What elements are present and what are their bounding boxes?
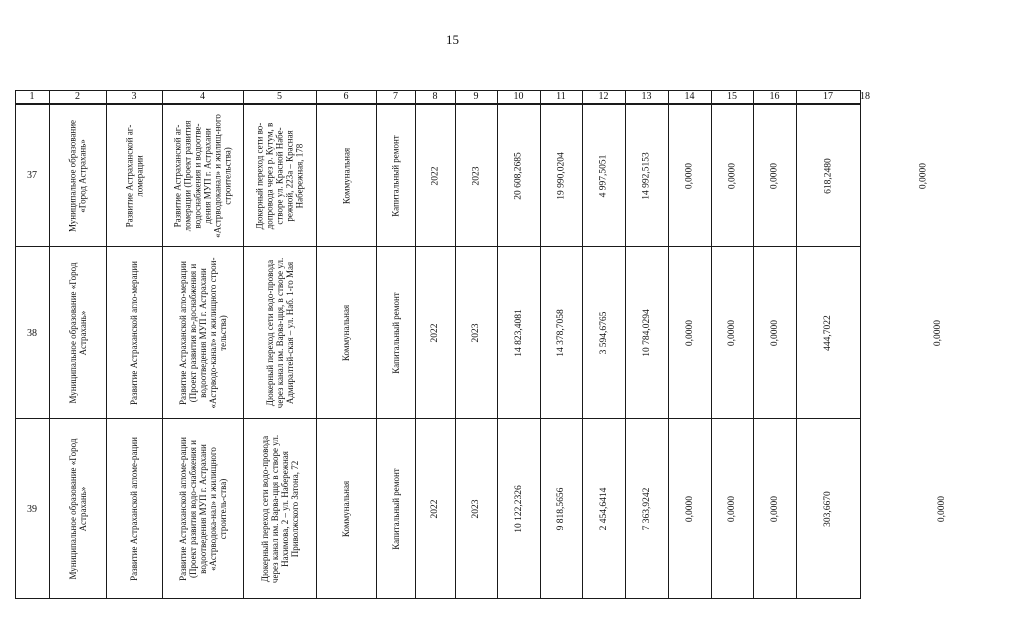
cell-text: 20 608,2685: [513, 151, 524, 200]
table-cell-project: [162, 420, 243, 598]
table-cell-program: [106, 248, 162, 418]
cell-text: Коммунальная: [341, 480, 351, 538]
cell-text: 14 378,7058: [556, 309, 566, 357]
table-cell-owner: [49, 420, 106, 598]
cell-text: 2023: [471, 499, 481, 519]
column-header: 6: [343, 91, 349, 102]
table-cell-col-13: [625, 420, 668, 598]
table-cell-program: [106, 420, 162, 598]
table-cell-infrastructure-type: [316, 105, 376, 246]
cell-text: 0,0000: [769, 319, 780, 347]
grid-hline: [15, 418, 861, 419]
table-cell-col-10: [497, 105, 540, 246]
table-cell-infrastructure-type: [316, 248, 376, 418]
grid-hline: [15, 246, 861, 247]
cell-text: Дюкерный переход сети во-допровода через р. Кутум, в створе ул. Красной Набе-режной, 223а – Красная Набережная, 178: [254, 122, 305, 229]
table-cell-row-number: [15, 248, 49, 418]
cell-text: 2023: [471, 166, 481, 185]
cell-text: 0,0000: [684, 495, 695, 523]
column-header: 17: [823, 91, 833, 102]
cell-text: 303,6670: [823, 491, 833, 527]
cell-text: Муниципальное образование «Город Астрахань»: [67, 262, 88, 404]
table-cell-end-year: [455, 420, 497, 598]
table-cell-col-16: [753, 248, 796, 418]
cell-text: 0,0000: [684, 162, 695, 189]
cell-text: 37: [27, 170, 37, 181]
cell-text: Муниципальное образование «Город Астрахань»: [67, 119, 88, 232]
cell-text: 19 990,0204: [556, 151, 566, 200]
table-cell-col-10: [497, 248, 540, 418]
cell-text: 14 992,5153: [641, 151, 652, 200]
table-cell-col-14: [668, 105, 711, 246]
cell-text: 38: [27, 327, 37, 339]
column-header: 18: [860, 91, 870, 102]
table-cell-col-17: [796, 105, 860, 246]
cell-text: Развитие Астраханской агломе-рации (Проект развития водо-снабжения и водоотведения МУП г. Астрахани «Астрводока-нал» и жилищного строитель-ства): [177, 437, 228, 581]
cell-text: 2022: [430, 323, 440, 343]
cell-text: Развитие Астраханской аг-ломерации (Проект развития водоснабжения и водоотве-дения МУП г. Астрахани «Астрводоканал» и жилищ-ного строительства): [172, 113, 233, 238]
cell-text: 14 823,4081: [513, 309, 524, 357]
cell-text: 9 818,5656: [556, 487, 566, 531]
table-cell-work-type: [376, 420, 415, 598]
table-cell-col-13: [625, 248, 668, 418]
cell-text: 0,0000: [769, 495, 780, 523]
table-cell-col-12: [582, 248, 625, 418]
cell-text: 0,0000: [769, 162, 780, 189]
table-cell-start-year: [415, 248, 455, 418]
table-cell-owner: [49, 248, 106, 418]
cell-text: Капитальный ремонт: [390, 134, 401, 217]
table-cell-col-14: [668, 420, 711, 598]
table-cell-col-12: [582, 420, 625, 598]
table-cell-owner: [49, 105, 106, 246]
cell-text: 39: [27, 503, 37, 515]
column-header: 1: [29, 91, 35, 102]
table-cell-infrastructure-type: [316, 420, 376, 598]
table-cell-row-number: [15, 105, 49, 246]
cell-text: 3 594,6765: [598, 311, 609, 355]
cell-text: 0,0000: [727, 319, 737, 347]
cell-text: 0,0000: [933, 319, 943, 347]
table-cell-col-18: [860, 105, 987, 246]
cell-text: 10 122,2326: [513, 485, 524, 533]
table-cell-col-15: [711, 105, 753, 246]
grid-hline: [15, 598, 861, 599]
table-cell-work-type: [376, 248, 415, 418]
table-cell-program: [106, 105, 162, 246]
column-header: 12: [598, 91, 609, 102]
cell-text: 2022: [430, 166, 440, 185]
cell-text: Развитие Астраханской аг-ломерации: [124, 124, 144, 227]
table-cell-col-15: [711, 248, 753, 418]
cell-text: 2 454,6414: [598, 487, 609, 531]
table-cell-col-14: [668, 248, 711, 418]
cell-text: 2022: [430, 499, 440, 519]
cell-text: Развитие Астраханской агло-мерации: [129, 261, 139, 405]
table-cell-col-18: [860, 248, 1016, 418]
table-cell-row-number: [15, 420, 49, 598]
table-cell-col-15: [711, 420, 753, 598]
cell-text: 4 997,5051: [598, 154, 609, 197]
column-header: 2: [75, 91, 80, 102]
cell-text: Дюкерный переход сети водо-провода через канал им. Варва-цця в створе ул. Нахимова, 2 – ул. Набережная Приволжского Затона, 72: [259, 434, 300, 584]
table-cell-col-18: [860, 420, 1024, 598]
cell-text: Дюкерный переход сети водо-провода через канал им. Варва-цця, в створе ул. Адмиралтей-ская – ул. Наб. 1-го Мая: [264, 257, 295, 409]
cell-text: Коммунальная: [341, 304, 351, 362]
cell-text: 7 363,9242: [641, 487, 652, 531]
column-header: 5: [277, 91, 282, 102]
column-header: 8: [432, 91, 438, 102]
cell-text: Коммунальная: [341, 147, 351, 204]
column-header: 3: [131, 91, 137, 102]
cell-text: 0,0000: [684, 319, 695, 347]
table-cell-col-11: [540, 248, 582, 418]
table-cell-start-year: [415, 420, 455, 598]
column-header: 4: [200, 91, 205, 102]
cell-text: Развитие Астраханской агло-мерации (Проект развития во-доснабжения и водоотведения МУП г. Астрахани «Астрводо-канал» и жилищного строи-тельства): [177, 257, 228, 409]
table-cell-end-year: [455, 248, 497, 418]
cell-text: 2023: [471, 323, 481, 343]
table-cell-col-10: [497, 420, 540, 598]
table-cell-col-17: [796, 420, 860, 598]
cell-text: Капитальный ремонт: [390, 468, 401, 550]
table-cell-col-11: [540, 105, 582, 246]
table-cell-col-16: [753, 105, 796, 246]
table-cell-project: [162, 105, 243, 246]
cell-text: Муниципальное образование «Город Астрахань»: [67, 438, 88, 580]
table-cell-col-12: [582, 105, 625, 246]
cell-text: 444,7022: [823, 315, 833, 351]
column-header: 16: [769, 91, 780, 102]
table-cell-object: [243, 105, 316, 246]
cell-text: 10 784,0294: [641, 309, 652, 357]
table-cell-project: [162, 248, 243, 418]
cell-text: 0,0000: [727, 495, 737, 523]
table-cell-object: [243, 420, 316, 598]
table-cell-col-11: [540, 420, 582, 598]
column-header: 7: [393, 91, 398, 102]
column-header: 11: [556, 91, 566, 102]
cell-text: 0,0000: [937, 495, 947, 523]
column-header: 9: [473, 91, 479, 102]
column-header: 13: [641, 91, 652, 102]
column-header: 14: [684, 91, 695, 102]
page-number: 15: [446, 32, 459, 47]
table-cell-col-13: [625, 105, 668, 246]
cell-text: 618,2480: [823, 157, 833, 194]
cell-text: Капитальный ремонт: [390, 292, 401, 374]
cell-text: Развитие Астраханской агломе-рации: [129, 437, 139, 581]
table-cell-end-year: [455, 105, 497, 246]
column-header: 10: [513, 91, 524, 102]
table-cell-object: [243, 248, 316, 418]
cell-text: 0,0000: [918, 162, 929, 189]
table-cell-col-17: [796, 248, 860, 418]
table-cell-work-type: [376, 105, 415, 246]
table-cell-start-year: [415, 105, 455, 246]
table-cell-col-16: [753, 420, 796, 598]
cell-text: 0,0000: [727, 162, 737, 189]
column-header: 15: [727, 91, 737, 102]
